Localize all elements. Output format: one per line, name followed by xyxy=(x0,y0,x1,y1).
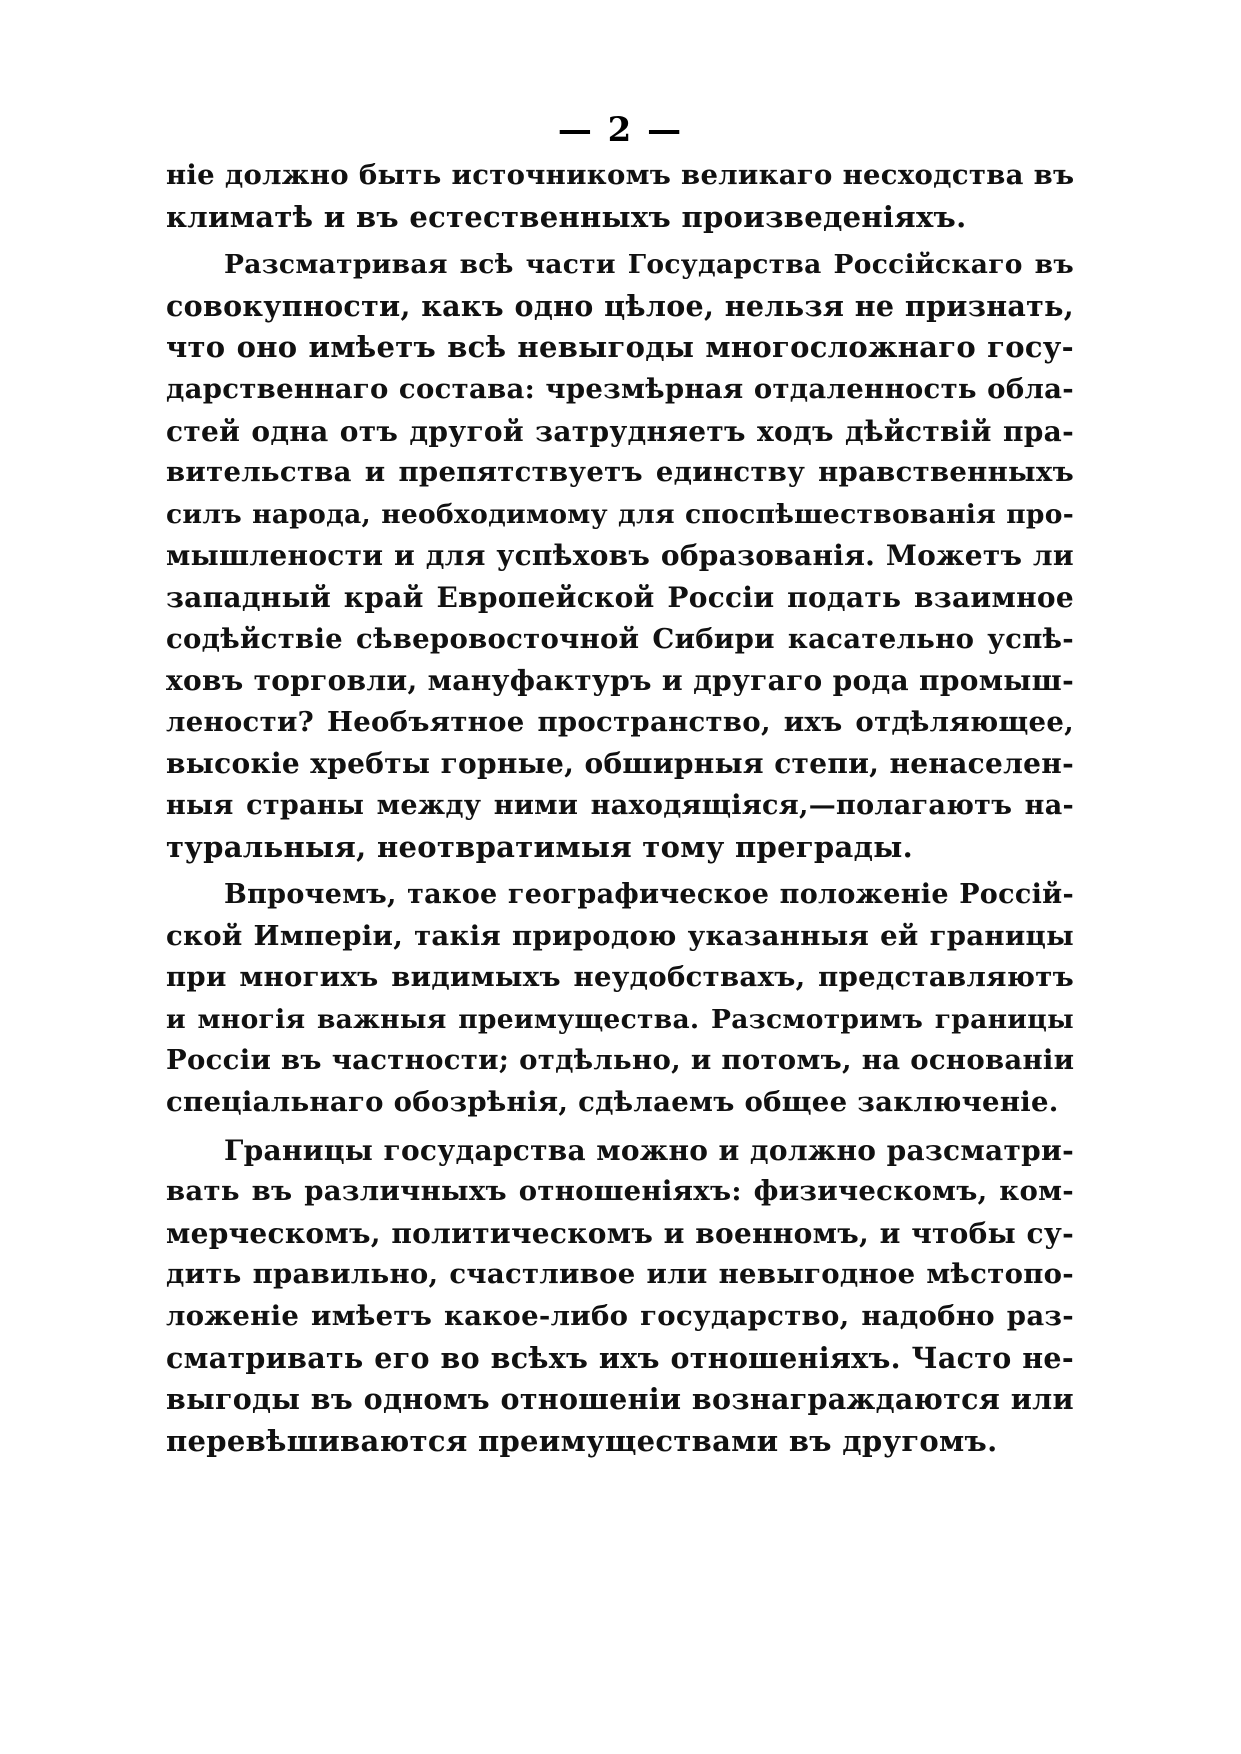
paragraph xyxy=(166,244,1074,868)
text-line: западный край Европейской Россіи подать взаимное xyxy=(166,580,1074,614)
text-line: вительства и препятствуетъ единству нравственныхъ xyxy=(166,456,1074,489)
text-line: Границы государства можно и должно разсматри- xyxy=(224,1133,1074,1167)
text-line: мышлености и для успѣховъ образованія. Можетъ ли xyxy=(166,539,1074,573)
text-line: туральныя, неотвратимыя тому преграды. xyxy=(166,829,913,864)
text-line: дарственнаго состава: чрезмѣрная отдаленность обла- xyxy=(166,372,1074,405)
text-line: и многія важныя преимущества. Разсмотримъ границы xyxy=(166,1003,1074,1035)
text-line: спеціальнаго обозрѣнія, сдѣлаемъ общее заключеніе. xyxy=(166,1086,1059,1119)
text-line: сматривать его во всѣхъ ихъ отношеніяхъ. Часто не- xyxy=(166,1340,1074,1375)
text-line: Впрочемъ, такое географическое положеніе Россій- xyxy=(224,879,1074,911)
text-line: силъ народа, необходимому для споспѣшествованія про- xyxy=(166,498,1074,530)
text-line: ложеніе имѣетъ какое-либо государство, надобно раз- xyxy=(166,1300,1074,1333)
text-line: мерческомъ, политическомъ и военномъ, и чтобы су- xyxy=(166,1216,1074,1250)
text-line: вать въ различныхъ отношеніяхъ: физическомъ, ком- xyxy=(166,1175,1074,1208)
text-line: ховъ торговли, мануфактуръ и другаго рода промыш- xyxy=(166,664,1074,698)
text-line: лености? Необъятное пространство, ихъ отдѣляющее, xyxy=(166,705,1074,738)
text-line: стей одна отъ другой затрудняетъ ходъ дѣйствій пра- xyxy=(166,414,1074,448)
text-line: ныя страны между ними находящіяся,—полагаютъ на- xyxy=(166,789,1074,821)
page-number: — 2 — xyxy=(557,110,684,150)
text-line: ской Имперіи, такія природою указанныя ей границы xyxy=(166,919,1074,952)
text-line: дить правильно, счастливое или невыгодное мѣстопо- xyxy=(166,1258,1074,1291)
text-line: высокіе хребты горные, обширныя степи, ненаселен- xyxy=(166,747,1074,781)
text-line: Россіи въ частности; отдѣльно, и потомъ, на основаніи xyxy=(166,1044,1074,1077)
text-line: выгоды въ одномъ отношеніи вознаграждаются или xyxy=(166,1382,1074,1417)
text-line: перевѣшиваются преимуществами въ другомъ. xyxy=(166,1423,998,1458)
text-line: совокупности, какъ одно цѣлое, нельзя не признать, xyxy=(166,288,1074,323)
paragraph xyxy=(166,1130,1074,1463)
text-line: что оно имѣетъ всѣ невыгоды многосложнаго госу- xyxy=(166,330,1074,365)
text-line: Разсматривая всѣ части Государства Россійскаго въ xyxy=(224,249,1074,281)
text-line: ніе должно быть источникомъ великаго несходства въ xyxy=(166,159,1074,191)
paragraph xyxy=(166,874,1074,1124)
text-line: при многихъ видимыхъ неудобствахъ, представляютъ xyxy=(166,961,1074,994)
text-line: климатѣ и въ естественныхъ произведеніяхъ. xyxy=(166,199,967,234)
paragraph xyxy=(166,155,1074,238)
page-text xyxy=(166,155,1074,1462)
text-line: содѣйствіе сѣверовосточной Сибири касательно успѣ- xyxy=(166,622,1074,655)
